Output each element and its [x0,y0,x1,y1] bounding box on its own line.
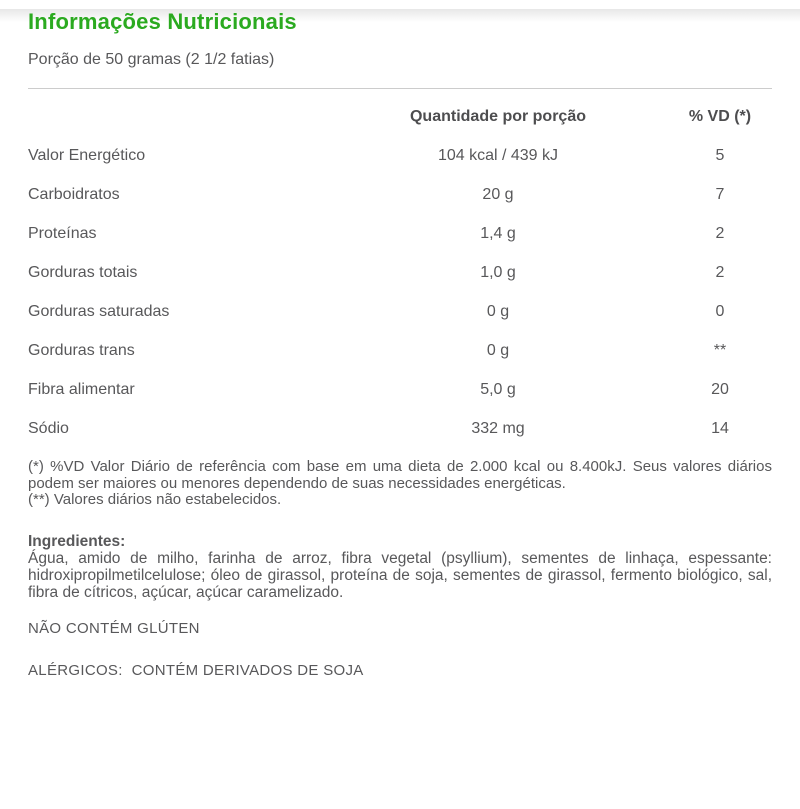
nutrient-dv: 20 [711,380,729,398]
nutrient-label: Gorduras trans [28,341,135,359]
nutrition-table [28,89,772,448]
nutrient-dv: 2 [715,224,725,242]
nutrient-quantity: 20 g [482,185,514,203]
nutrient-dv: 7 [715,185,725,203]
table-header-quantity: Quantidade por porção [409,107,586,125]
nutrition-panel [0,9,800,679]
nutrient-quantity: 104 kcal / 439 kJ [437,146,559,164]
table-row [28,136,772,175]
nutrient-label: Sódio [28,419,69,437]
nutrient-quantity: 1,0 g [480,263,516,281]
nutrient-label: Fibra alimentar [28,380,135,398]
nutrient-label: Valor Energético [28,146,146,164]
table-row [28,214,772,253]
nutrient-label: Proteínas [28,224,97,242]
nutrient-quantity: 332 mg [471,419,525,437]
table-row [28,175,772,214]
allergen-claim: ALÉRGICOS: CONTÉM DERIVADOS DE SOJA [28,661,364,679]
nutrient-label: Gorduras saturadas [28,302,170,320]
nutrient-label: Gorduras totais [28,263,138,281]
nutrient-dv: 5 [715,146,725,164]
daily-value-note: (*) %VD Valor Diário de referência com base em uma dieta de 2.000 kcal ou 8.400kJ. Seus valores diários podem ser maiores ou menores dependendo de suas necessidades energéticas. [28,458,772,492]
nutrient-quantity: 0 g [486,302,510,320]
ingredients-section [28,533,772,601]
table-row [28,409,772,448]
nutrient-quantity: 1,4 g [480,224,516,242]
table-row [28,370,772,409]
table-row [28,292,772,331]
nutrient-dv: ** [713,341,727,359]
gluten-free-claim: NÃO CONTÉM GLÚTEN [28,619,200,637]
nutrient-dv: 14 [711,419,729,437]
nutrient-label: Carboidratos [28,185,120,203]
nutrient-dv: 0 [715,302,725,320]
nutrient-dv: 2 [715,263,725,281]
table-header-row [28,97,772,136]
ingredients-heading: Ingredientes: [28,532,126,550]
table-row [28,253,772,292]
serving-size: Porção de 50 gramas (2 1/2 fatias) [28,51,275,68]
table-row [28,331,772,370]
table-header-dv: % VD (*) [688,107,752,125]
ingredients-list: Água, amido de milho, farinha de arroz, fibra vegetal (psyllium), sementes de linhaça, espessante: hidroxipropilmetilcelulose; óleo de girassol, proteína de soja, sementes de girassol, fermento biológico, sal, fibra de cítricos, açúcar, açúcar caramelizado. [28,549,772,601]
nutrient-quantity: 5,0 g [480,380,516,398]
not-established-note: (**) Valores diários não estabelecidos. [28,491,282,508]
footnotes [28,459,772,509]
page-title: Informações Nutricionais [28,9,297,34]
nutrient-quantity: 0 g [486,341,510,359]
